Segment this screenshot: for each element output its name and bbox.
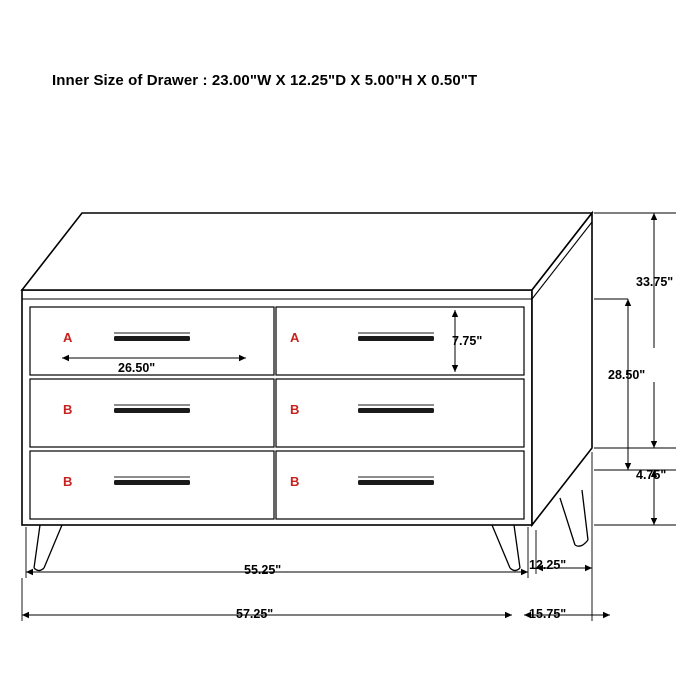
drawer-label-top-left: A bbox=[63, 330, 73, 345]
dimension-total-width: 57.25" bbox=[236, 607, 274, 621]
drawer-label-bottom-right: B bbox=[290, 474, 300, 489]
dimension-cabinet-height: 28.50" bbox=[608, 368, 646, 382]
drawer-label-top-right: A bbox=[290, 330, 300, 345]
drawer-label-middle-left: B bbox=[63, 402, 73, 417]
drawer-label-bottom-left: B bbox=[63, 474, 73, 489]
page-title: Inner Size of Drawer : 23.00"W X 12.25"D X 5.00"H X 0.50"T bbox=[52, 72, 478, 89]
dimension-leg-height: 4.75" bbox=[636, 468, 667, 482]
dimension-drawer-width: 26.50" bbox=[118, 361, 156, 375]
drawer-label-middle-right: B bbox=[290, 402, 300, 417]
dimension-cabinet-width: 55.25" bbox=[244, 563, 282, 577]
dimension-depth-front: 12.25" bbox=[529, 558, 567, 572]
dimension-total-height: 33.75" bbox=[636, 275, 674, 289]
dimension-depth-total: 15.75" bbox=[529, 607, 567, 621]
dimension-drawer-face-height: 7.75" bbox=[452, 334, 483, 348]
